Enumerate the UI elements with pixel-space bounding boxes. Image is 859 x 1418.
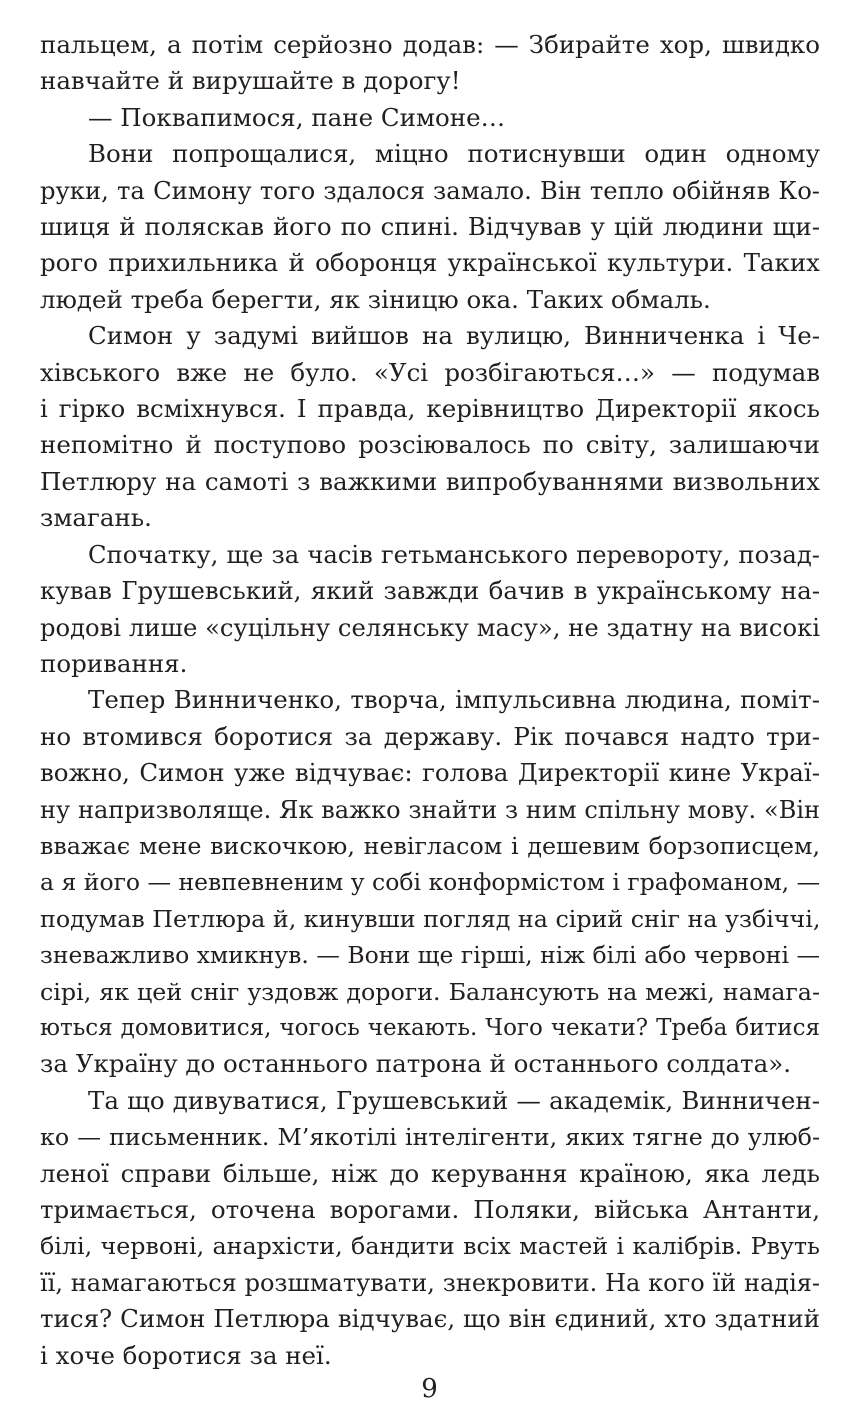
paragraph [40, 1083, 820, 1374]
text-line: а я його — невпевненим у собі конформістом і графоманом, — [40, 868, 820, 897]
text-line: Симон у задумі вийшов на вулицю, Винниченка і Че- [88, 321, 820, 351]
text-line: хівського вже не було. «Усі розбігаються…» — подумав [40, 357, 820, 387]
text-line: її, намагаються розшматувати, знекровити. На кого їй надія- [40, 1268, 820, 1297]
text-line: ко — письменник. М’якотілі інтелігенти, яких тягне до улюб- [40, 1123, 820, 1152]
text-line: вважає мене вискочкою, невігласом і дешевим борзописцем, [40, 831, 820, 860]
text-line: но втомився боротися за державу. Рік почався надто три- [40, 721, 820, 751]
text-line: тримається, оточена ворогами. Поляки, війська Антанти, [40, 1195, 820, 1224]
text-line: Тепер Винниченко, творча, імпульсивна людина, поміт- [88, 685, 820, 715]
page-body [40, 27, 820, 1374]
text-line: поривання. [40, 648, 188, 678]
text-line: ну напризволяще. Як важко знайти з ним спільну мову. «Він [40, 795, 820, 824]
paragraph [40, 100, 820, 136]
text-line: пальцем, а потім серйозно додав: — Збирайте хор, швидко [40, 30, 820, 59]
paragraph [40, 537, 820, 683]
text-line: білі, червоні, анархісти, бандити всіх мастей і калібрів. Рвуть [40, 1232, 820, 1261]
text-line: сірі, як цей сніг уздовж дороги. Балансують на межі, намага- [40, 977, 820, 1006]
text-line: ються домовитися, чогось чекають. Чого чекати? Треба битися [40, 1014, 820, 1041]
text-line: Вони попрощалися, міцно потиснувши один одному [88, 139, 820, 169]
text-line: і хоче боротися за неї. [40, 1340, 332, 1370]
text-line: родові лише «суцільну селянську масу», не здатну на високі [40, 612, 820, 642]
text-line: і гірко всміхнувся. І правда, керівництво Директорії якось [40, 394, 820, 424]
text-line: тися? Симон Петлюра відчуває, що він єдиний, хто здатний [40, 1304, 820, 1334]
paragraph [40, 27, 820, 100]
text-line: змагань. [40, 503, 152, 533]
text-line: шиця й поляскав його по спині. Відчував у цій людини щи- [40, 212, 820, 242]
text-line: руки, та Симону того здалося замало. Він тепло обійняв Ко- [40, 175, 820, 205]
text-line: непомітно й поступово розсіювалось по світу, залишаючи [40, 430, 820, 460]
text-line: рого прихильника й оборонця української культури. Таких [40, 248, 820, 278]
page-number: 9 [421, 1374, 438, 1404]
text-line: Та що дивуватися, Грушевський — академік, Винничен- [88, 1085, 820, 1115]
paragraph [40, 136, 820, 318]
text-line: леної справи більше, ніж до керування країною, яка ледь [40, 1158, 820, 1188]
text-line: за Україну до останнього патрона й останнього солдата». [40, 1049, 791, 1079]
text-line: подумав Петлюра й, кинувши погляд на сірий сніг на узбіччі, [40, 904, 820, 933]
text-line: навчайте й вирушайте в дорогу! [40, 66, 461, 96]
paragraph [40, 682, 820, 1082]
text-line: — Поквапимося, пане Симоне… [88, 102, 506, 132]
text-line: кував Грушевський, який завжди бачив в українському на- [40, 576, 820, 606]
text-line: зневажливо хмикнув. — Вони ще гірші, ніж білі або червоні — [40, 941, 820, 970]
text-line: Петлюру на самоті з важкими випробуваннями визвольних [40, 466, 820, 496]
text-line: вожно, Симон уже відчуває: голова Директорії кине Украї- [40, 758, 820, 788]
text-line: людей треба берегти, як зіницю ока. Таких обмаль. [40, 284, 711, 314]
text-line: Спочатку, ще за часів гетьманського перевороту, позад- [88, 539, 820, 569]
paragraph [40, 318, 820, 536]
